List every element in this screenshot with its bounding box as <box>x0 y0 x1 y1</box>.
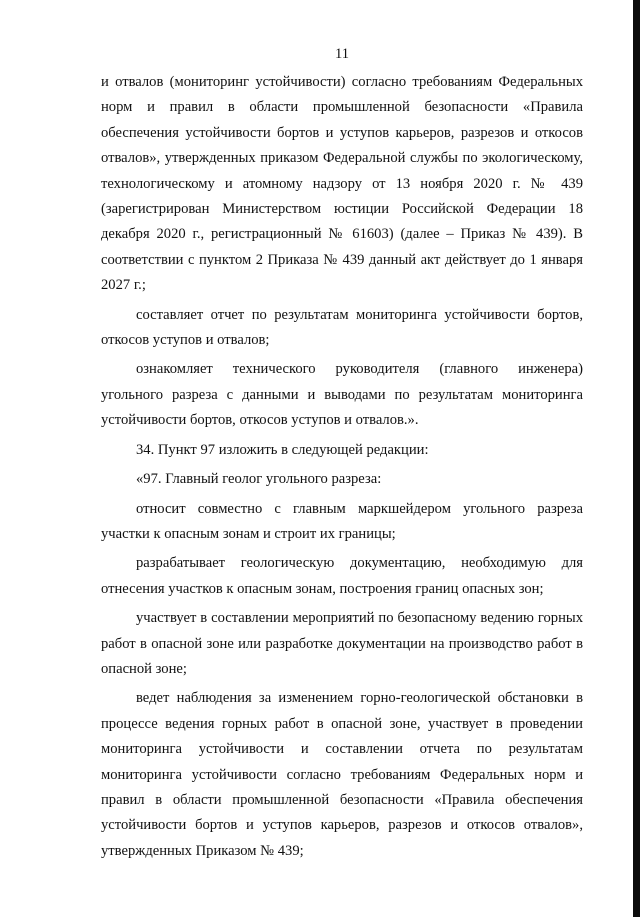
paragraph-danger-zones: относит совместно с главным маркшейдером угольного разреза участки к опасным зонам и строит их границы; <box>101 500 583 542</box>
document-body <box>101 70 583 864</box>
paragraph-item-34: 34. Пункт 97 изложить в следующей редакции: <box>136 441 429 458</box>
paragraph-geological-documentation: разрабатывает геологическую документацию, необходимую для отнесения участков к опасным зонам, построения границ опасных зон; <box>101 555 583 597</box>
scan-page-edge <box>633 0 640 917</box>
paragraph-monitoring-continuation: и отвалов (мониторинг устойчивости) согласно требованиям Федеральных норм и правил в области промышленной безопасности «Правила обеспечения устойчивости бортов и уступов карьеров, разрезов и откосов отвалов», утвержденных приказом Федеральной службы по экологическому, технологическому и атомному надзору от 13 ноября 2020 г. № 439 (зарегистрирован Министерством юстиции Российской Федерации 18 декабря 2020 г., регистрационный № 61603) (далее – Приказ № 439). В соответствии с пунктом 2 Приказа № 439 данный акт действует до 1 января 2027 г.; <box>101 74 583 294</box>
paragraph-safety-measures: участвует в составлении мероприятий по безопасному ведению горных работ в опасной зоне или разработке документации на производство работ в опасной зоне; <box>101 610 583 677</box>
paragraph-familiarize: ознакомляет технического руководителя (главного инженера) угольного разреза с данными и выводами по результатам мониторинга устойчивости бортов, откосов уступов и отвалов.». <box>101 361 583 429</box>
page-number: 11 <box>335 46 349 62</box>
paragraph-item-97-heading: «97. Главный геолог угольного разреза: <box>136 471 382 488</box>
paragraph-observations: ведет наблюдения за изменением горно-геологической обстановки в процессе ведения горных работ в опасной зоне, участвует в проведении мониторинга устойчивости и составлении отчета по результатам мониторинга устойчивости согласно требованиям Федеральных норм и правил в области промышленной безопасности «Правила обеспечения устойчивости бортов и уступов карьеров, разрезов и откосов отвалов», утвержденных Приказом № 439; <box>101 690 583 859</box>
paragraph-report: составляет отчет по результатам мониторинга устойчивости бортов, откосов уступов и отвалов; <box>101 306 583 349</box>
